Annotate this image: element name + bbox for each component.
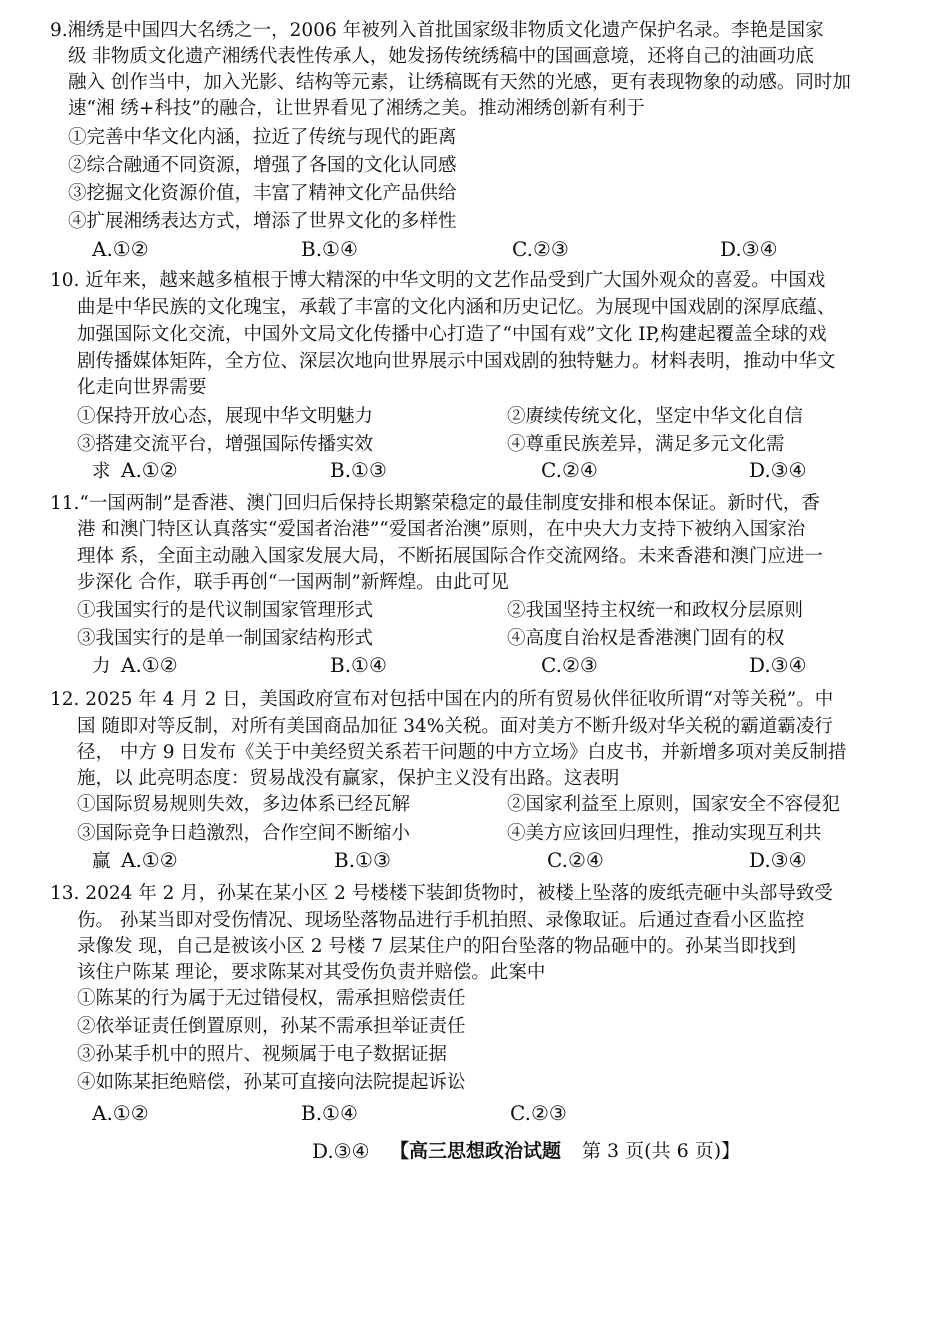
footer-title: 【高三思想政治试题 xyxy=(390,1140,562,1162)
q9-choice-a: A.①② xyxy=(92,237,149,261)
q9-option-2: ②综合融通不同资源，增强了各国的文化认同感 xyxy=(68,155,457,176)
q12-stem-line-1: 12. 2025 年 4 月 2 日，美国政府宣布对包括中国在内的所有贸易伙伴征收所谓“对等关税”。中 xyxy=(50,689,834,710)
q13-choice-d: D.③④ xyxy=(312,1139,370,1163)
q9-option-1: ①完善中华文化内涵，拉近了传统与现代的距离 xyxy=(68,127,457,148)
q9-stem-line-2: 级 非物质文化遗产湘绣代表性传承人，她发扬传统绣稿中的国画意境，还将自己的油画功底 xyxy=(68,46,814,67)
q12-choice-b: B.①③ xyxy=(334,848,391,872)
q11-stem-line-4: 步深化 合作，联手再创“一国两制”新辉煌。由此可见 xyxy=(77,572,509,593)
q11-option-4-wrap: 力 xyxy=(92,656,111,677)
q12-stem-line-2: 国 随即对等反制，对所有美国商品加征 34%关税。面对美方不断升级对华关税的霸道霸凌行 xyxy=(77,716,833,737)
q12-option-1: ①国际贸易规则失效，多边体系已经瓦解 xyxy=(77,794,411,815)
q9-stem-line-4: 速“湘 绣+科技”的融合，让世界看见了湘绣之美。推动湘绣创新有利于 xyxy=(68,98,645,119)
q13-stem-line-1: 13. 2024 年 2 月，孙某在某小区 2 号楼楼下装卸货物时，被楼上坠落的废纸壳砸中头部导致受 xyxy=(50,883,833,904)
q13-option-4: ④如陈某拒绝赔偿，孙某可直接向法院提起诉讼 xyxy=(77,1072,466,1093)
q12-stem-line-3: 径， 中方 9 日发布《关于中美经贸关系若干问题的中方立场》白皮书，并新增多项对美反制措 xyxy=(77,742,847,763)
q11-stem-line-2: 港 和澳门特区认真落实“爱国者治港”“爱国者治澳”原则，在中央大力支持下被纳入国家治 xyxy=(77,519,806,540)
q12-option-4-wrap: 赢 xyxy=(92,851,111,872)
q13-option-2: ②依举证责任倒置原则，孙某不需承担举证责任 xyxy=(77,1016,466,1037)
q12-choice-a: A.①② xyxy=(121,848,178,872)
q9-stem-line-1: 9.湘绣是中国四大名绣之一，2006 年被列入首批国家级非物质文化遗产保护名录。李艳是国家 xyxy=(50,20,824,41)
q11-stem-line-3: 理体 系，全面主动融入国家发展大局，不断拓展国际合作交流网络。未来香港和澳门应进一 xyxy=(77,546,823,567)
q9-stem-line-3: 融入 创作当中，加入光影、结构等元素，让绣稿既有天然的光感，更有表现物象的动感。同时加 xyxy=(68,72,851,93)
q11-option-4: ④高度自治权是香港澳门固有的权 xyxy=(507,628,785,649)
q11-choice-c: C.②③ xyxy=(541,653,598,677)
q11-option-2: ②我国坚持主权统一和政权分层原则 xyxy=(507,600,804,621)
q10-choice-c: C.②④ xyxy=(541,458,598,482)
q13-option-1: ①陈某的行为属于无过错侵权，需承担赔偿责任 xyxy=(77,988,466,1009)
q13-option-3: ③孙某手机中的照片、视频属于电子数据证据 xyxy=(77,1044,448,1065)
q9-option-4: ④扩展湘绣表达方式，增添了世界文化的多样性 xyxy=(68,211,457,232)
q10-choice-b: B.①③ xyxy=(330,458,387,482)
q9-choice-b: B.①④ xyxy=(301,237,358,261)
q11-option-1: ①我国实行的是代议制国家管理形式 xyxy=(77,600,374,621)
q10-stem-line-2: 曲是中华民族的文化瑰宝，承载了丰富的文化内涵和历史记忆。为展现中国戏剧的深厚底蕴、 xyxy=(77,297,836,318)
q13-choice-a: A.①② xyxy=(92,1101,149,1125)
q11-choice-b: B.①④ xyxy=(330,653,387,677)
q11-choice-a: A.①② xyxy=(121,653,178,677)
q13-choice-c: C.②③ xyxy=(510,1101,567,1125)
q9-choice-d: D.③④ xyxy=(720,237,778,261)
q10-option-4-wrap: 求 xyxy=(92,461,111,482)
q10-stem-line-4: 剧传播媒体矩阵，全方位、深层次地向世界展示中国戏剧的独特魅力。材料表明，推动中华文 xyxy=(77,351,836,372)
q10-stem-line-5: 化走向世界需要 xyxy=(77,377,207,398)
q11-option-3: ③我国实行的是单一制国家结构形式 xyxy=(77,628,374,649)
q10-option-1: ①保持开放心态，展现中华文明魅力 xyxy=(77,406,374,427)
q10-choice-a: A.①② xyxy=(121,458,178,482)
q10-option-2: ②赓续传统文化，坚定中华文化自信 xyxy=(507,406,804,427)
q10-option-3: ③搭建交流平台，增强国际传播实效 xyxy=(77,434,374,455)
q10-stem-line-3: 加强国际文化交流，中国外文局文化传播中心打造了“中国有戏”文化 IP,构建起覆盖全球的戏 xyxy=(77,324,827,345)
q11-stem-line-1: 11.“一国两制”是香港、澳门回归后保持长期繁荣稳定的最佳制度安排和根本保证。新时代，香 xyxy=(50,493,820,514)
q12-choice-d: D.③④ xyxy=(749,848,807,872)
footer-page-number: 第 3 页(共 6 页)】 xyxy=(582,1140,741,1162)
q12-option-3: ③国际竞争日趋激烈，合作空间不断缩小 xyxy=(77,823,411,844)
q11-choice-d: D.③④ xyxy=(749,653,807,677)
q12-choice-c: C.②④ xyxy=(547,848,604,872)
q12-option-4: ④美方应该回归理性，推动实现互利共 xyxy=(507,823,822,844)
q10-choice-d: D.③④ xyxy=(749,458,807,482)
q13-stem-line-3: 录像发 现，自己是被该小区 2 号楼 7 层某住户的阳台坠落的物品砸中的。孙某当即找到 xyxy=(77,936,796,957)
q9-option-3: ③挖掘文化资源价值，丰富了精神文化产品供给 xyxy=(68,183,457,204)
q13-choice-b: B.①④ xyxy=(301,1101,358,1125)
q12-option-2: ②国家利益至上原则，国家安全不容侵犯 xyxy=(507,794,841,815)
q10-option-4: ④尊重民族差异，满足多元文化需 xyxy=(507,434,785,455)
q10-stem-line-1: 10. 近年来，越来越多植根于博大精深的中华文明的文艺作品受到广大国外观众的喜爱。中国戏 xyxy=(50,270,826,291)
q13-stem-line-4: 该住户陈某 理论，要求陈某对其受伤负责并赔偿。此案中 xyxy=(77,962,546,983)
q9-choice-c: C.②③ xyxy=(512,237,569,261)
q13-stem-line-2: 伤。 孙某当即对受伤情况、现场坠落物品进行手机拍照、录像取证。后通过查看小区监控 xyxy=(77,910,805,931)
q12-stem-line-4: 施，以 此亮明态度：贸易战没有赢家，保护主义没有出路。这表明 xyxy=(77,768,620,789)
